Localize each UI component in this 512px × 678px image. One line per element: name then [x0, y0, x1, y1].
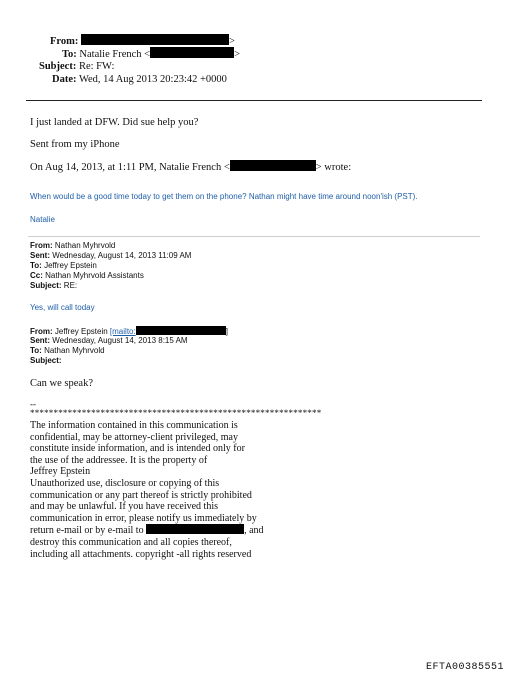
redaction [150, 47, 234, 58]
reply-line: I just landed at DFW. Did sue help you? [30, 117, 199, 128]
message-divider [28, 236, 480, 237]
disclaimer-line: confidential, may be attorney-client privileged, may [30, 431, 238, 443]
signature-dash: -- [30, 399, 36, 409]
disclaimer-line: Jeffrey Epstein [30, 466, 91, 478]
redaction [81, 34, 229, 45]
nathan-message: Yes, will call today [30, 303, 95, 312]
disclaimer-line: The information contained in this communication is [30, 420, 238, 431]
jeffrey-sent: Sent: Wednesday, August 14, 2013 8:15 AM [30, 336, 188, 345]
signature-stars: ************************************************************** [30, 408, 322, 418]
disclaimer-line: communication or any part thereof is strictly prohibited [30, 489, 252, 501]
disclaimer-line: including all attachments. copyright -all rights reserved [30, 548, 252, 560]
header-date: Date: Wed, 14 Aug 2013 20:23:42 +0000 [52, 74, 227, 85]
mailto-link[interactable]: [mailto: [109, 327, 136, 336]
header-to: To: Natalie French < > [62, 49, 240, 60]
redaction [136, 326, 226, 335]
confidentiality-disclaimer [30, 420, 264, 560]
jeffrey-to: To: Nathan Myhrvold [30, 346, 105, 355]
nathan-subject: Subject: RE: [30, 281, 78, 290]
disclaimer-line: and may be unlawful. If you have received this [30, 501, 218, 513]
nathan-sent: Sent: Wednesday, August 14, 2013 11:09 AM [30, 251, 192, 260]
nathan-to: To: Jeffrey Epstein [30, 261, 97, 270]
disclaimer-line: communication in error, please notify us immediately by [30, 512, 257, 524]
reply-signature: Sent from my iPhone [30, 139, 120, 150]
nathan-from: From: Nathan Myhrvold [30, 241, 116, 250]
disclaimer-line: return e-mail or by e-mail to , and [30, 525, 264, 537]
quote-intro: On Aug 14, 2013, at 1:11 PM, Natalie French < > wrote: [30, 162, 352, 173]
redaction [146, 524, 244, 534]
disclaimer-line: constitute inside information, and is intended only for [30, 443, 245, 455]
disclaimer-line: the use of the addressee. It is the property of [30, 454, 208, 466]
jeffrey-message: Can we speak? [30, 378, 93, 389]
redaction [230, 160, 316, 171]
bates-number: EFTA00385551 [425, 662, 504, 673]
disclaimer-line: Unauthorized use, disclosure or copying of this [30, 477, 220, 489]
jeffrey-subject: Subject: [30, 356, 62, 365]
header-subject: Subject: Re: FW: [39, 61, 115, 72]
natalie-message: When would be a good time today to get them on the phone? Nathan might have time around noon'ish (PST). [30, 192, 418, 201]
jeffrey-from: From: Jeffrey Epstein [mailto: ] [30, 327, 228, 336]
disclaimer-line: destroy this communication and all copies thereof, [30, 536, 232, 548]
header-divider [26, 100, 482, 101]
header-from: From: > [50, 36, 235, 47]
natalie-signature: Natalie [30, 215, 55, 224]
nathan-cc: Cc: Nathan Myhrvold Assistants [30, 271, 144, 280]
